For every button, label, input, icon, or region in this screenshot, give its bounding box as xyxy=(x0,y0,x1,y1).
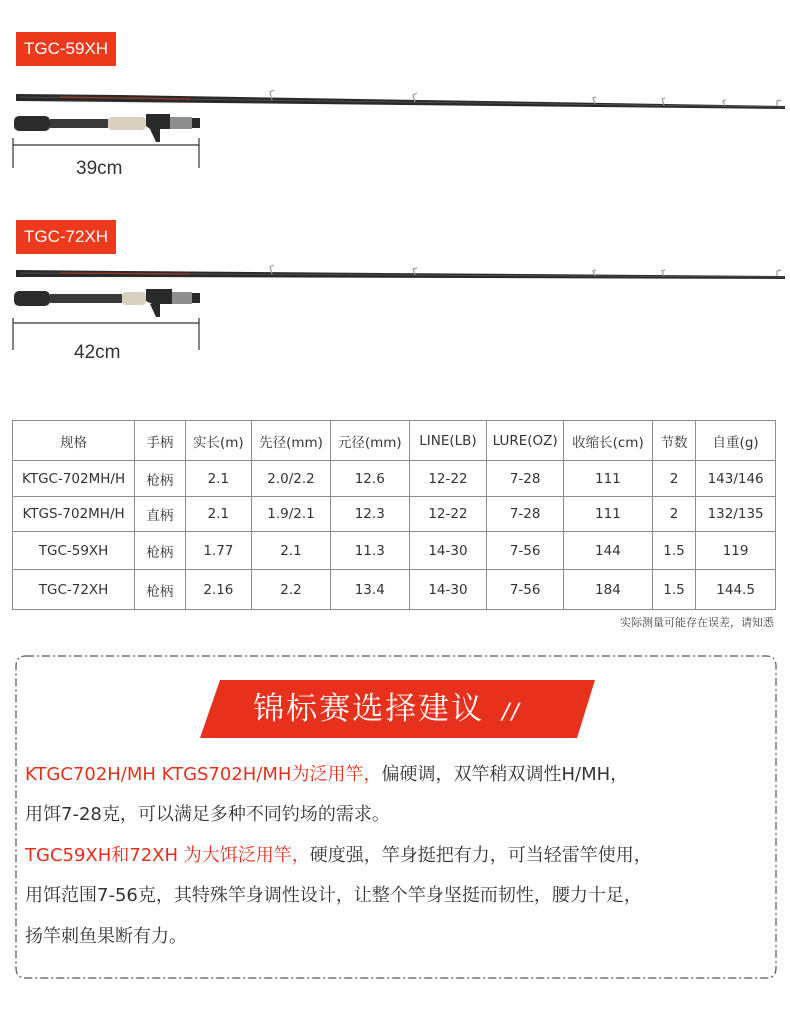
table-cell: 2.16 xyxy=(185,570,252,610)
table-cell: 7-56 xyxy=(487,532,564,570)
table-cell: 14-30 xyxy=(409,570,487,610)
table-row xyxy=(13,532,776,570)
table-cell: 111 xyxy=(564,497,653,532)
table-cell: 2 xyxy=(652,497,695,532)
table-cell: 144 xyxy=(564,532,653,570)
col-header-handle: 手柄 xyxy=(135,421,185,461)
spec-table xyxy=(12,420,776,610)
table-cell: KTGS-702MH/H xyxy=(13,497,135,532)
table-cell: 枪柄 xyxy=(135,532,185,570)
table-cell: 2.1 xyxy=(252,532,331,570)
table-cell: TGC-72XH xyxy=(13,570,135,610)
banner-slashes: // xyxy=(502,700,521,725)
table-cell: TGC-59XH xyxy=(13,532,135,570)
desc-line-3-highlight: TGC59XH和72XH 为大饵泛用竿， xyxy=(25,845,310,866)
table-cell: 144.5 xyxy=(696,570,776,610)
desc-line-3-text: 硬度强，竿身挺把有力，可当轻雷竿使用， xyxy=(309,845,652,866)
col-header-spec: 规格 xyxy=(13,421,135,461)
table-cell: 184 xyxy=(564,570,653,610)
col-header-tip-diameter: 先径(mm) xyxy=(252,421,331,461)
table-row xyxy=(13,497,776,532)
desc-line-1-text: 偏硬调，双竿稍双调性H/MH， xyxy=(381,764,629,785)
table-cell: 12.6 xyxy=(330,461,409,497)
banner-title-text: 锦标赛选择建议 xyxy=(253,691,485,727)
table-cell: 7-28 xyxy=(487,497,564,532)
table-header-row xyxy=(13,421,776,461)
col-header-sections: 节数 xyxy=(652,421,695,461)
desc-line-3 xyxy=(25,844,652,868)
col-header-butt-diameter: 元径(mm) xyxy=(330,421,409,461)
table-cell: 111 xyxy=(564,461,653,497)
model-tag-1: TGC-59XH xyxy=(16,32,116,66)
table-cell: 12-22 xyxy=(409,461,487,497)
table-cell: 2.1 xyxy=(185,497,252,532)
table-cell: 直柄 xyxy=(135,497,185,532)
desc-line-2: 用饵7-28克，可以满足多种不同钓场的需求。 xyxy=(25,804,390,825)
table-row xyxy=(13,570,776,610)
table-cell: 13.4 xyxy=(330,570,409,610)
col-header-closed-length: 收缩长(cm) xyxy=(564,421,653,461)
desc-line-1-highlight: KTGC702H/MH KTGS702H/MH为泛用竿， xyxy=(25,764,382,785)
table-cell: 1.77 xyxy=(185,532,252,570)
table-cell: 枪柄 xyxy=(135,461,185,497)
col-header-lure: LURE(OZ) xyxy=(487,421,564,461)
table-cell: 12-22 xyxy=(409,497,487,532)
table-row xyxy=(13,461,776,497)
table-cell: 132/135 xyxy=(696,497,776,532)
col-header-weight: 自重(g) xyxy=(696,421,776,461)
desc-line-5: 扬竿刺鱼果断有力。 xyxy=(25,926,187,947)
table-cell: 7-56 xyxy=(487,570,564,610)
table-cell: 枪柄 xyxy=(135,570,185,610)
table-cell: 143/146 xyxy=(696,461,776,497)
desc-line-4: 用饵范围7-56克，其特殊竿身调性设计，让整个竿身坚挺而韧性，腰力十足， xyxy=(25,885,642,906)
handle-length-label-1: 39cm xyxy=(76,158,123,179)
desc-line-1 xyxy=(25,763,628,787)
table-cell: KTGC-702MH/H xyxy=(13,461,135,497)
table-cell: 14-30 xyxy=(409,532,487,570)
table-cell: 2.2 xyxy=(252,570,331,610)
table-cell: 11.3 xyxy=(330,532,409,570)
table-cell: 2.1 xyxy=(185,461,252,497)
table-cell: 7-28 xyxy=(487,461,564,497)
table-cell: 12.3 xyxy=(330,497,409,532)
table-cell: 2.0/2.2 xyxy=(252,461,331,497)
table-cell: 1.5 xyxy=(652,532,695,570)
banner-title xyxy=(222,686,552,736)
table-cell: 119 xyxy=(696,532,776,570)
handle-length-label-2: 42cm xyxy=(74,342,121,363)
table-cell: 1.5 xyxy=(652,570,695,610)
table-cell: 1.9/2.1 xyxy=(252,497,331,532)
col-header-line: LINE(LB) xyxy=(409,421,487,461)
table-cell: 2 xyxy=(652,461,695,497)
model-tag-2: TGC-72XH xyxy=(16,220,116,254)
measurement-note: 实际测量可能存在误差，请知悉 xyxy=(620,616,774,629)
col-header-length: 实长(m) xyxy=(185,421,252,461)
